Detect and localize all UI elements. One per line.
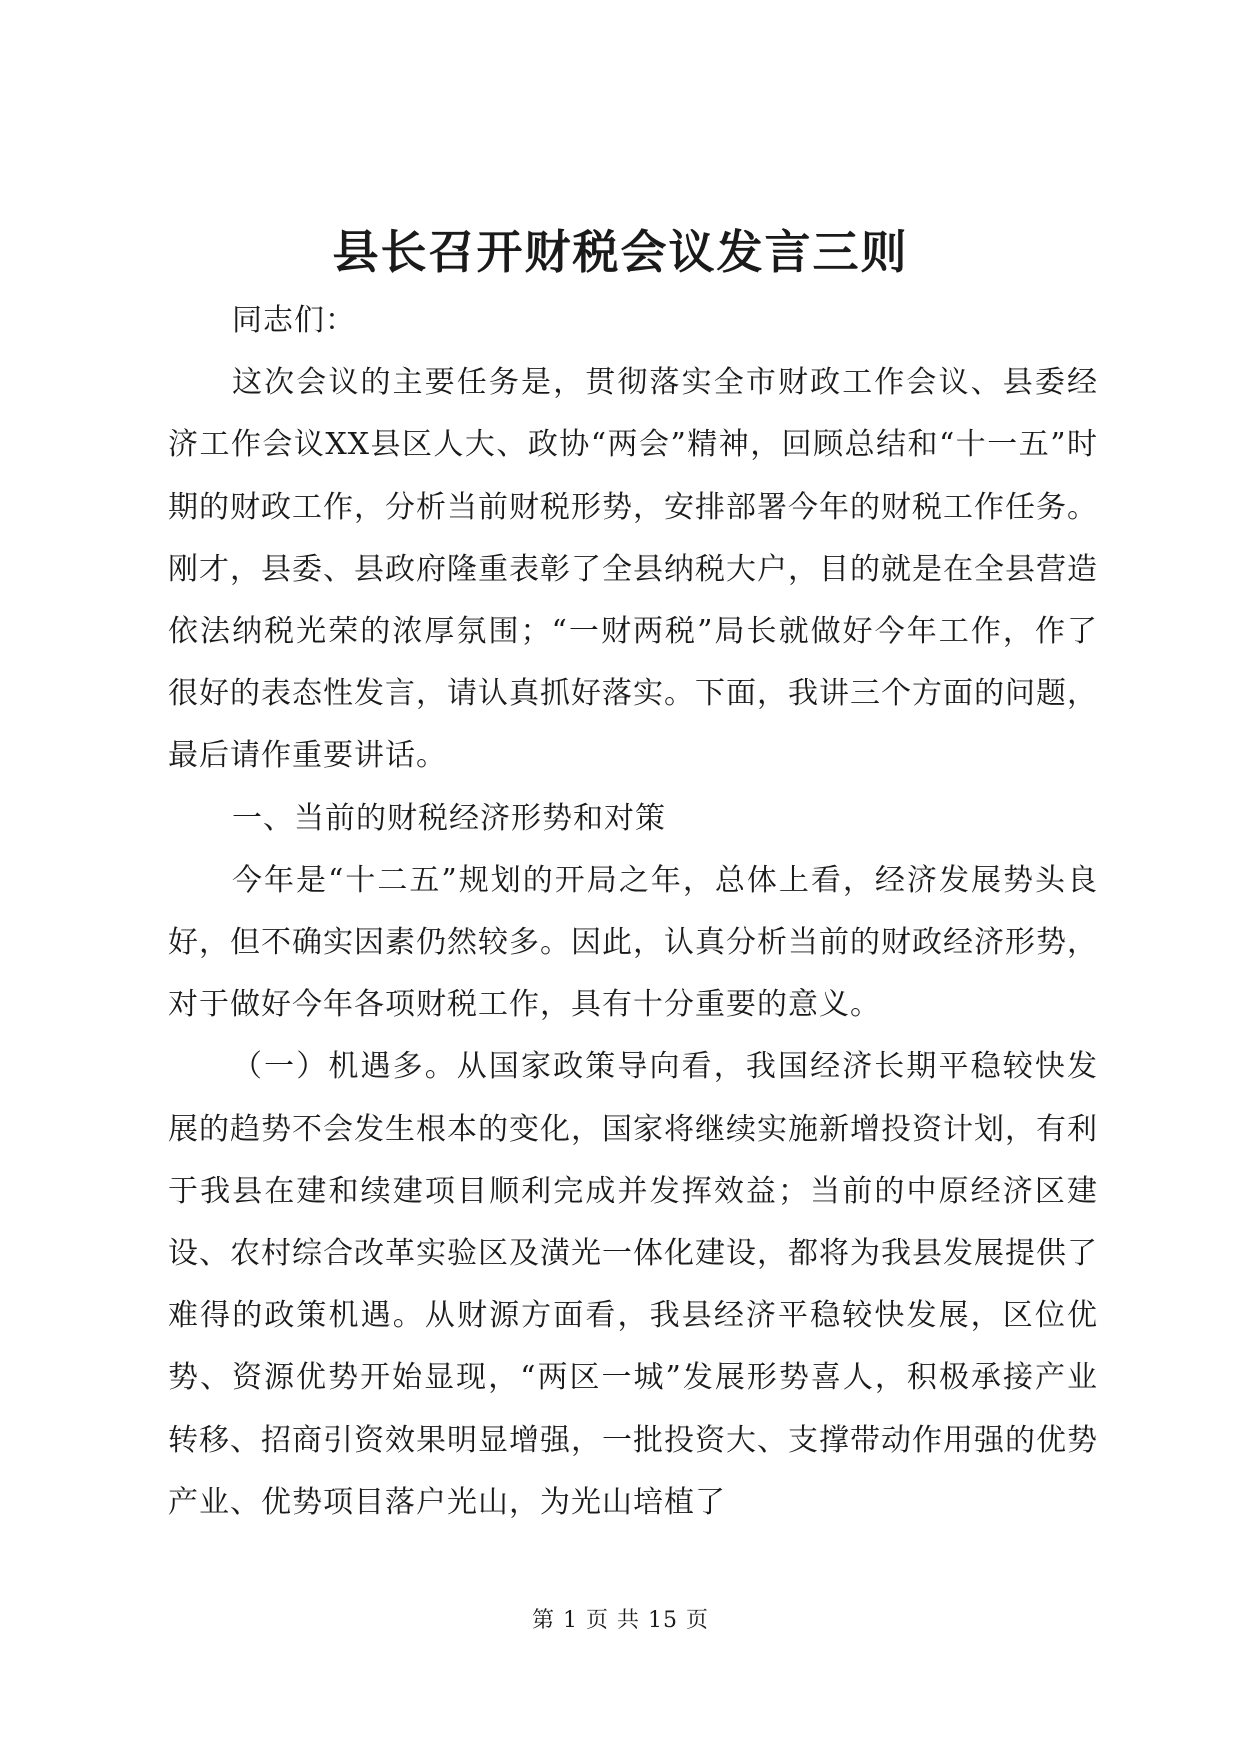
body-paragraph: 今年是“十二五”规划的开局之年，总体上看，经济发展势头良好，但不确实因素仍然较多。因此，认真分析当前的财政经济形势，对于做好今年各项财税工作，具有十分重要的意义。 xyxy=(168,862,1098,1023)
section-heading: 一、当前的财税经济形势和对策 xyxy=(232,800,666,836)
salutation-paragraph: 同志们： xyxy=(232,303,356,338)
document-body xyxy=(168,290,1098,1534)
body-paragraph: （一）机遇多。从国家政策导向看，我国经济长期平稳较快发展的趋势不会发生根本的变化，国家将继续实施新增投资计划，有利于我县在建和续建项目顺利完成并发挥效益；当前的中原经济区建设、农村综合改革实验区及潢光一体化建设，都将为我县发展提供了难得的政策机遇。从财源方面看，我县经济平稳较快发展，区位优势、资源优势开始显现，“两区一城”发展形势喜人，积极承接产业转移、招商引资效果明显增强，一批投资大、支撑带动作用强的优势产业、优势项目落户光山，为光山培植了 xyxy=(168,1049,1098,1520)
intro-paragraph: 这次会议的主要任务是，贯彻落实全市财政工作会议、县委经济工作会议XX县区人大、政协“两会”精神，回顾总结和“十一五”时期的财政工作，分析当前财税形势，安排部署今年的财税工作任务。刚才，县委、县政府隆重表彰了全县纳税大户，目的就是在全县营造依法纳税光荣的浓厚氛围；“一财两税”局长就做好今年工作，作了很好的表态性发言，请认真抓好落实。下面，我讲三个方面的问题，最后请作重要讲话。 xyxy=(168,365,1098,774)
document-title: 县长召开财税会议发言三则 xyxy=(332,225,909,279)
page-number-footer: 第 1 页 共 15 页 xyxy=(532,1608,709,1633)
